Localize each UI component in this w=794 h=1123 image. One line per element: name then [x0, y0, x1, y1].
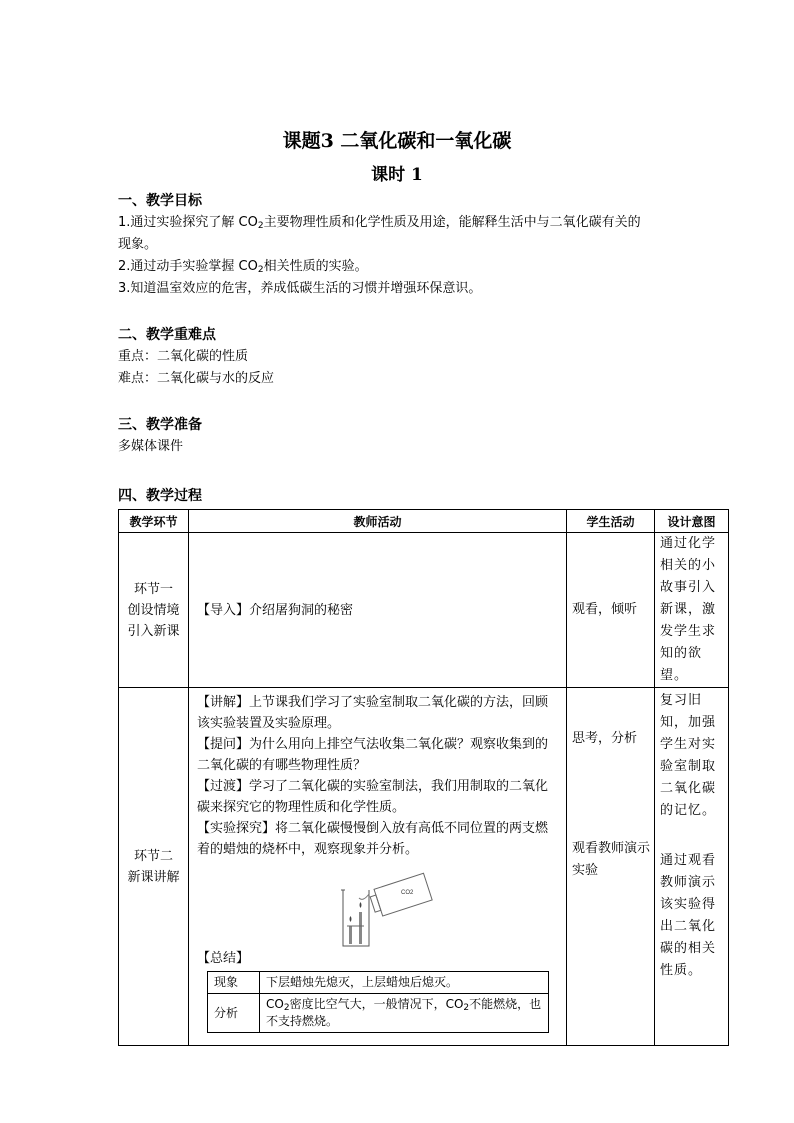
section-heading-preparation: 三、教学准备 [118, 417, 202, 433]
section-heading-keypoints: 二、教学重难点 [118, 327, 216, 343]
stage-cell [119, 688, 189, 1046]
objectives-list [118, 212, 718, 300]
summary-row-label: 现象 [208, 972, 260, 994]
student-cell [567, 688, 655, 1046]
summary-row-label: 分析 [208, 994, 260, 1033]
co2-label: CO2 [401, 890, 414, 896]
summary-row-text: 下层蜡烛先熄灭，上层蜡烛后熄灭。 [260, 972, 549, 994]
teacher-paragraph: 【过渡】学习了二氧化碳的实验室制法，我们用制取的二氧化碳来探究它的物理性质和化学性质。 [197, 779, 549, 815]
header-teacher: 教师活动 [189, 510, 567, 533]
teacher-paragraph: 【实验探究】将二氧化碳慢慢倒入放有高低不同位置的两支燃着的蜡烛的烧杯中，观察现象并分析。 [197, 821, 549, 857]
teacher-cell [189, 688, 567, 1046]
table-header-row [119, 510, 729, 533]
header-stage: 教学环节 [119, 510, 189, 533]
summary-row [208, 972, 549, 994]
page-subtitle: 课时 1 [371, 165, 423, 185]
stage-line: 引入新课 [127, 623, 180, 639]
summary-row-text: $CO_2$密度比空气大，一般情况下，$CO_2$不能燃烧，也不支持燃烧。 [260, 994, 549, 1033]
table-row [119, 533, 729, 688]
intent-text: 通过观看教师演示该实验得出二氧化碳的相关性质。 [660, 853, 717, 978]
process-table [118, 509, 729, 1046]
section-heading-objectives: 一、教学目标 [118, 193, 202, 209]
intent-cell: 通过化学相关的小故事引入新课，激发学生求知的欲望。 [655, 533, 729, 688]
objective-2: 2.通过动手实验掌握 $CO_2$相关性质的实验。 [118, 259, 368, 275]
page-title: 课题3 二氧化碳和一氧化碳 [282, 130, 512, 152]
objective-1-cont: 现象。 [118, 237, 158, 252]
teacher-cell: 【导入】介绍屠狗洞的秘密 [189, 533, 567, 688]
stage-line: 新课讲解 [127, 869, 180, 885]
header-student: 学生活动 [567, 510, 655, 533]
key-point: 重点：二氧化碳的性质 [118, 349, 249, 364]
intent-text: 复习旧知，加强学生对实验室制取二氧化碳的记忆。 [660, 693, 717, 818]
summary-row [208, 994, 549, 1033]
objective-3: 3.知道温室效应的危害，养成低碳生活的习惯并增强环保意识。 [118, 281, 482, 296]
beaker-candle-illustration [325, 864, 445, 952]
summary-table [207, 971, 549, 1033]
table-row [119, 688, 729, 1046]
student-activity: 观看教师演示实验 [572, 841, 651, 878]
stage-line: 创设情境 [127, 602, 180, 618]
student-cell: 观看，倾听 [567, 533, 655, 688]
experiment-figure [197, 860, 558, 948]
difficult-point: 难点：二氧化碳与水的反应 [118, 371, 275, 386]
section-heading-process: 四、教学过程 [118, 488, 202, 504]
intent-cell [655, 688, 729, 1046]
preparation-text: 多媒体课件 [118, 439, 184, 454]
student-activity: 思考，分析 [572, 731, 638, 746]
teacher-paragraph: 【讲解】上节课我们学习了实验室制取二氧化碳的方法，回顾该实验装置及实验原理。 [197, 695, 549, 731]
teacher-paragraph: 【提问】为什么用向上排空气法收集二氧化碳？观察收集到的二氧化碳的有哪些物理性质？ [197, 737, 549, 773]
objective-1: 1.通过实验探究了解 $CO_2$主要物理性质和化学性质及用途，能解释生活中与二氧化碳有关的 [118, 215, 641, 231]
stage-cell [119, 533, 189, 688]
stage-line: 环节一 [133, 581, 173, 597]
keypoints [118, 346, 274, 390]
summary-label: 【总结】 [197, 951, 250, 966]
header-intent: 设计意图 [655, 510, 729, 533]
stage-line: 环节二 [133, 848, 173, 864]
